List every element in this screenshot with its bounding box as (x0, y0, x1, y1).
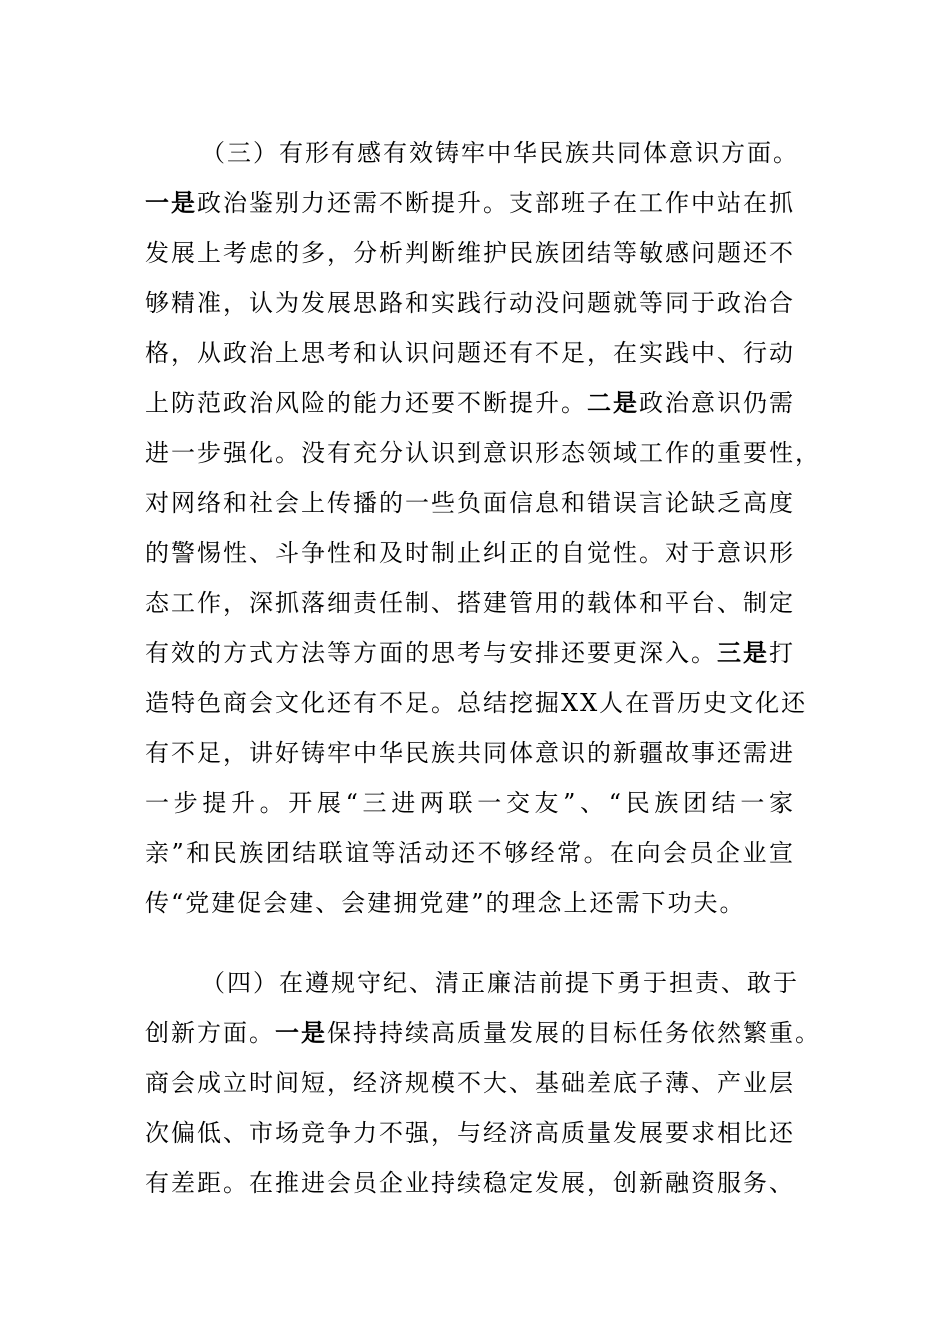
paragraph-line: 造特色商会文化还有不足。总结挖掘XX人在晋历史文化还 (145, 689, 808, 717)
paragraph-line (145, 628, 795, 678)
paragraph-line: 亲”和民族团结联谊等活动还不够经常。在向会员企业宣 (145, 839, 795, 867)
bold-lead: 二是 (587, 389, 639, 417)
paragraph-line: 进一步强化。没有充分认识到意识形态领域工作的重要性， (145, 439, 821, 467)
paragraph-line: 商会成立时间短，经济规模不大、基础差底子薄、产业层 (145, 1069, 795, 1097)
paragraph-line (145, 378, 795, 428)
paragraph-line: 有不足，讲好铸牢中华民族共同体意识的新疆故事还需进 (145, 739, 795, 767)
paragraph-line: 传“党建促会建、会建拥党建”的理念上还需下功夫。 (145, 889, 746, 917)
line-text: 政治鉴别力还需不断提升。支部班子在工作中站在抓 (197, 189, 795, 217)
paragraph-line: 发展上考虑的多，分析判断维护民族团结等敏感问题还不 (145, 239, 795, 267)
paragraph-section-three (145, 128, 821, 928)
line-text: 上防范政治风险的能力还要不断提升。 (145, 389, 587, 417)
paragraph-line (145, 1008, 821, 1058)
line-text: 保持持续高质量发展的目标任务依然繁重。 (327, 1019, 821, 1047)
paragraph-line: 够精准，认为发展思路和实践行动没问题就等同于政治合 (145, 289, 795, 317)
line-text: 打 (769, 639, 795, 667)
paragraph-line: 格，从政治上思考和认识问题还有不足，在实践中、行动 (145, 339, 795, 367)
paragraph-line: 有差距。在推进会员企业持续稳定发展，创新融资服务、 (145, 1169, 795, 1197)
paragraph-line: 对网络和社会上传播的一些负面信息和错误言论缺乏高度 (145, 489, 795, 517)
bold-lead: 三是 (717, 639, 769, 667)
bold-lead: 一是 (145, 189, 197, 217)
section-three-heading: （三）有形有感有效铸牢中华民族共同体意识方面。 (201, 139, 799, 167)
section-four-heading: （四）在遵规守纪、清正廉洁前提下勇于担责、敢于 (201, 969, 799, 997)
paragraph-section-four (145, 958, 821, 1208)
line-text: 政治意识仍需 (639, 389, 795, 417)
paragraph-line (145, 178, 795, 228)
paragraph-line: 次偏低、市场竞争力不强，与经济高质量发展要求相比还 (145, 1119, 795, 1147)
line-text: 创新方面。 (145, 1019, 275, 1047)
line-text: 有效的方式方法等方面的思考与安排还要更深入。 (145, 639, 717, 667)
paragraph-line: 一步提升。开展“三进两联一交友”、“民族团结一家 (145, 789, 795, 817)
paragraph-line: 的警惕性、斗争性和及时制止纠正的自觉性。对于意识形 (145, 539, 795, 567)
paragraph-line: 态工作，深抓落细责任制、搭建管用的载体和平台、制定 (145, 589, 795, 617)
bold-lead: 一是 (275, 1019, 327, 1047)
